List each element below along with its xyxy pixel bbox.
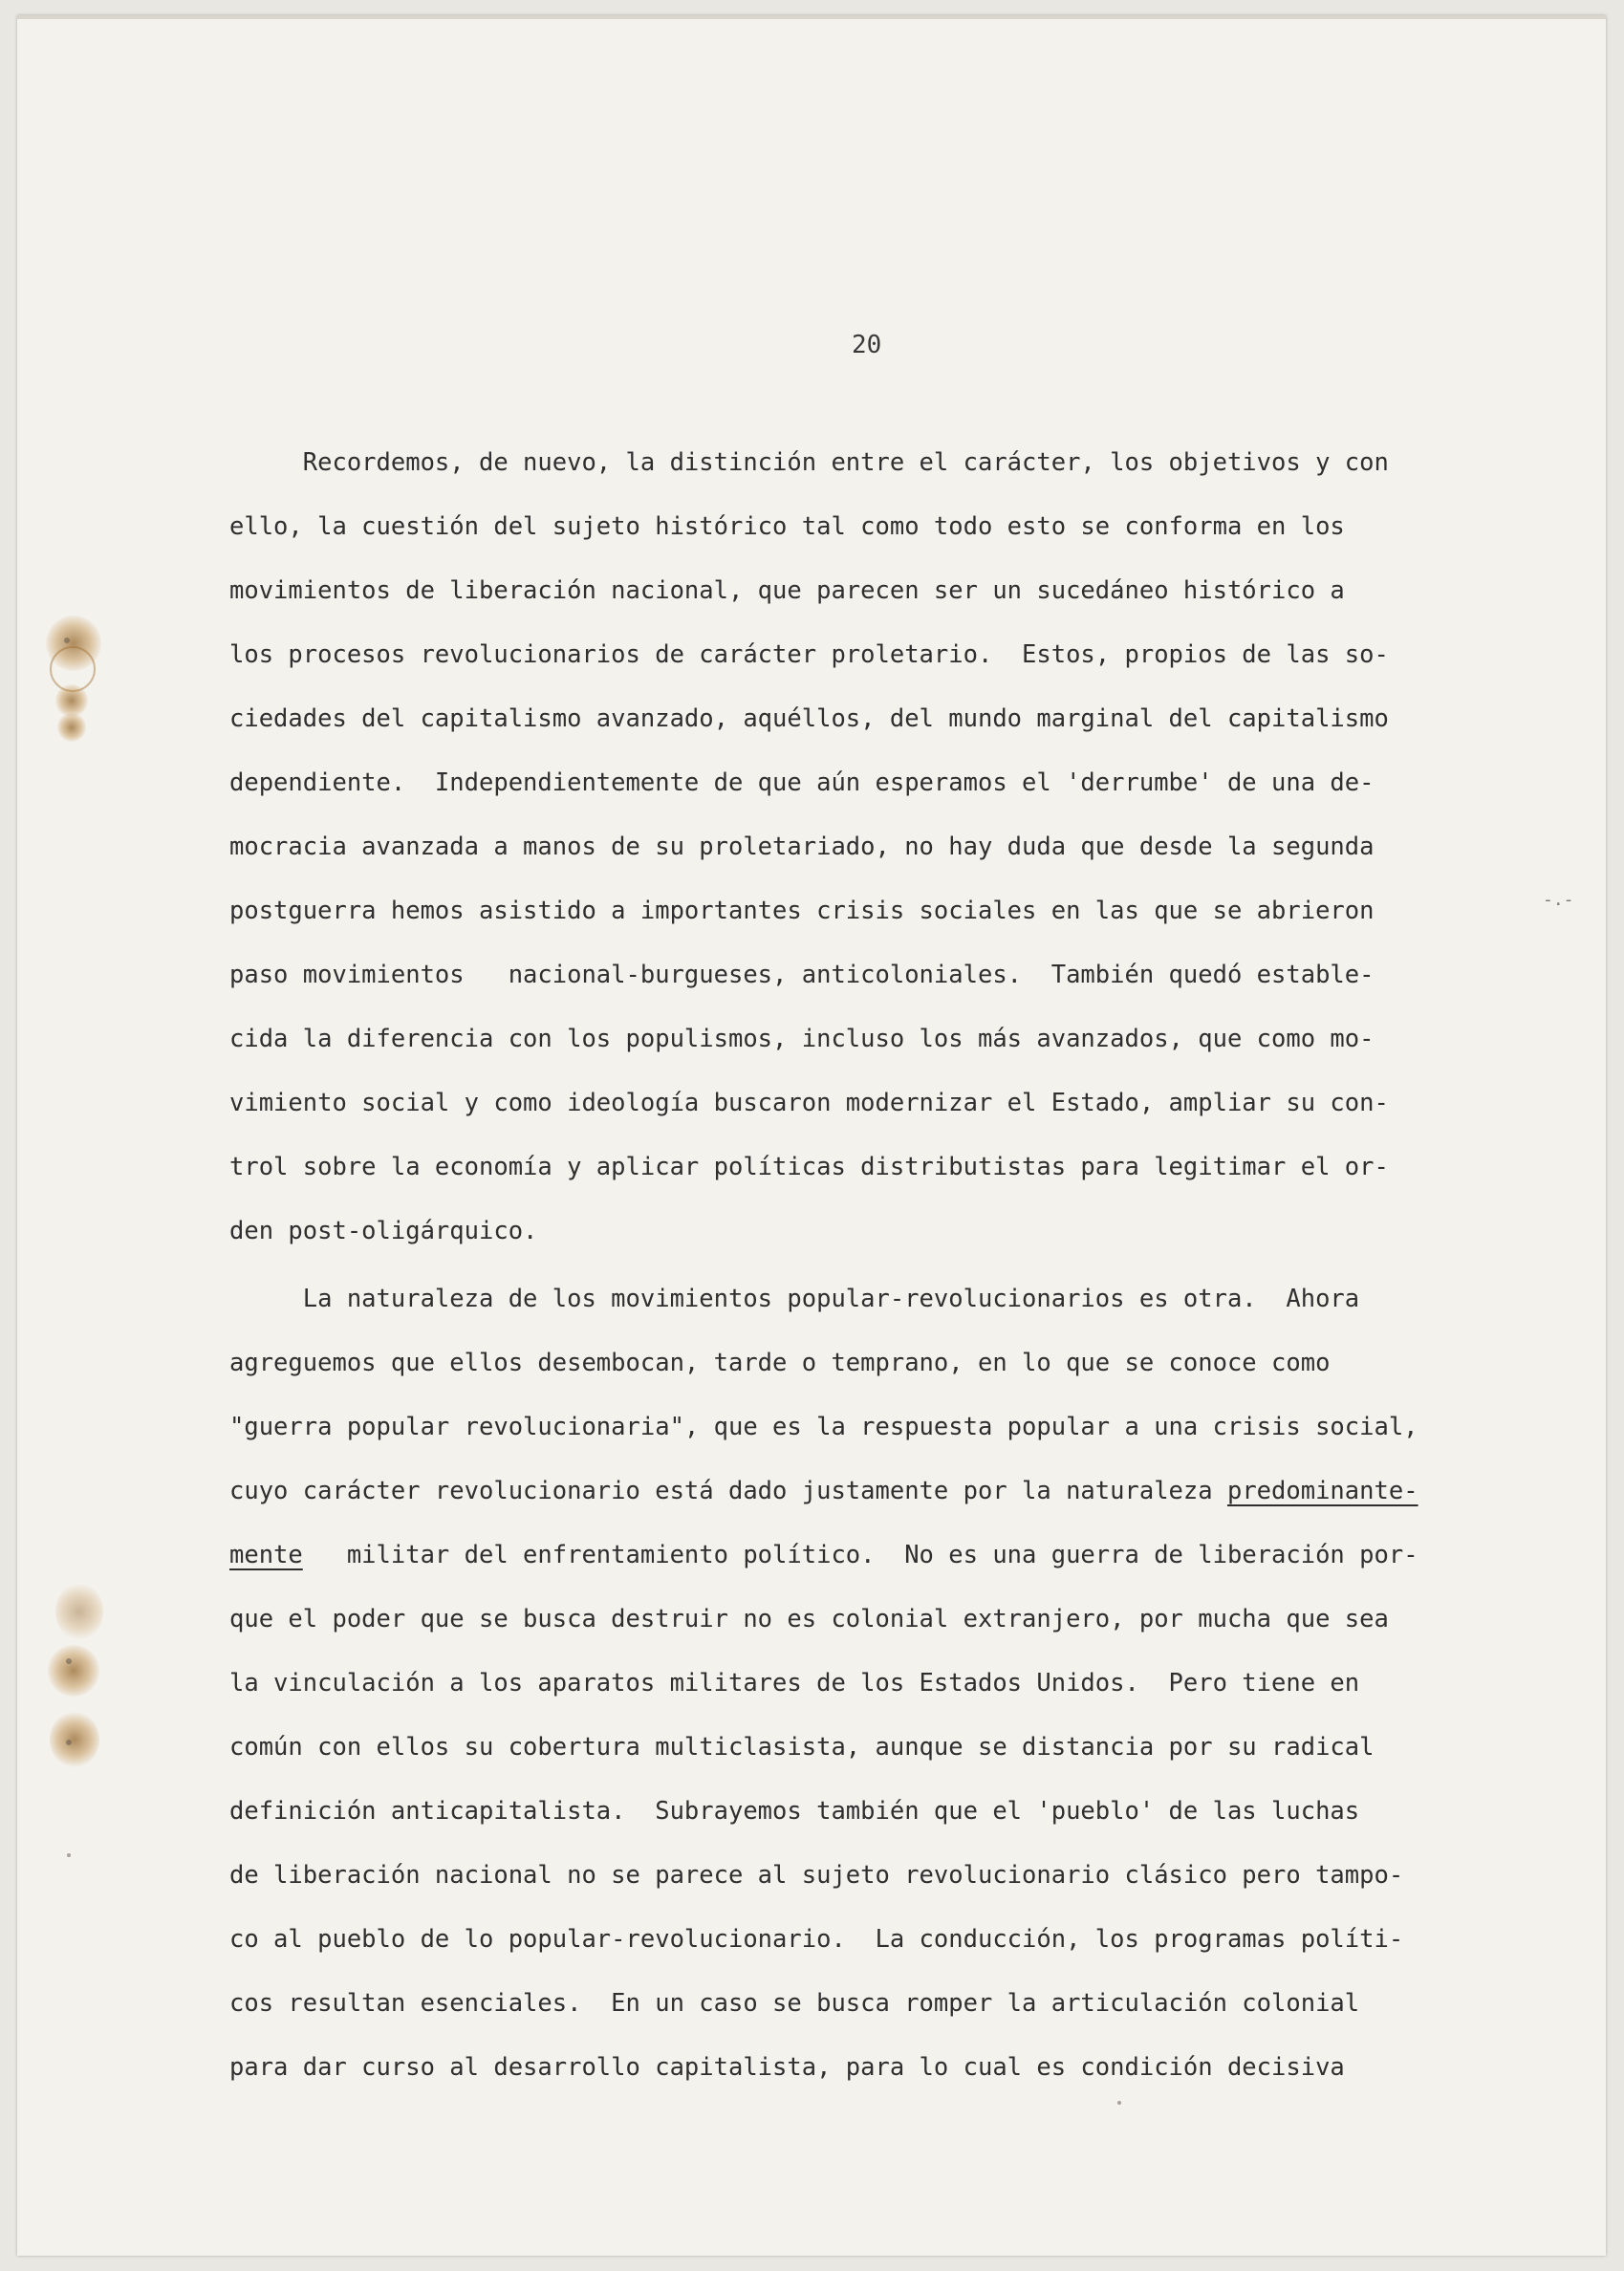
stain-mark <box>48 1645 99 1697</box>
text-line: dependiente. Independientemente de que aún esperamos el 'derrumbe' de una de- <box>229 768 1375 797</box>
stain-mark <box>50 1712 99 1767</box>
underlined-word: predominante- <box>1226 1477 1418 1505</box>
text-segment: militar del enfrentamiento político. No es una guerra de liberación por- <box>302 1541 1418 1569</box>
underlined-word: mente <box>229 1541 303 1569</box>
stain-mark <box>55 1583 103 1640</box>
text-line: den post-oligárquico. <box>229 1217 538 1245</box>
body-text <box>229 431 1558 2100</box>
text-line: paso movimientos nacional-burgueses, anticoloniales. También quedó estable- <box>229 961 1375 989</box>
text-line: común con ellos su cobertura multiclasista, aunque se distancia por su radical <box>229 1733 1375 1762</box>
text-line: la vinculación a los aparatos militares de los Estados Unidos. Pero tiene en <box>229 1669 1360 1698</box>
text-line: "guerra popular revolucionaria", que es la respuesta popular a una crisis social, <box>229 1413 1418 1441</box>
text-line: mocracia avanzada a manos de su proletariado, no hay duda que desde la segunda <box>229 833 1375 861</box>
text-line: La naturaleza de los movimientos popular-revolucionarios es otra. Ahora <box>229 1285 1360 1313</box>
text-line: movimientos de liberación nacional, que parecen ser un sucedáneo histórico a <box>229 576 1345 605</box>
document-page <box>17 15 1606 2256</box>
margin-mark: -.- <box>1543 890 1574 910</box>
text-line: Recordemos, de nuevo, la distinción entre el carácter, los objetivos y con <box>229 448 1389 477</box>
speck-mark <box>66 1658 72 1664</box>
stain-mark <box>57 713 86 742</box>
text-line: cos resultan esenciales. En un caso se busca romper la articulación colonial <box>229 1989 1360 2018</box>
text-line: que el poder que se busca destruir no es colonial extranjero, por mucha que sea <box>229 1605 1389 1633</box>
page-number: 20 <box>852 331 882 359</box>
speck-mark <box>66 1740 72 1745</box>
text-line: ello, la cuestión del sujeto histórico tal como todo esto se conforma en los <box>229 512 1345 541</box>
stain-mark <box>55 684 88 717</box>
text-line: co al pueblo de lo popular-revolucionario. La conducción, los programas políti- <box>229 1925 1404 1954</box>
speck-mark <box>64 638 70 643</box>
text-line: vimiento social y como ideología buscaron modernizar el Estado, ampliar su con- <box>229 1089 1389 1117</box>
text-line: ciedades del capitalismo avanzado, aquéllos, del mundo marginal del capitalismo <box>229 704 1389 733</box>
text-segment: cuyo carácter revolucionario está dado justamente por la naturaleza <box>229 1477 1227 1505</box>
text-line: los procesos revolucionarios de carácter proletario. Estos, propios de las so- <box>229 640 1389 669</box>
page-top-edge <box>17 15 1606 19</box>
text-line: trol sobre la economía y aplicar políticas distributistas para legitimar el or- <box>229 1153 1389 1181</box>
text-line: de liberación nacional no se parece al sujeto revolucionario clásico pero tampo- <box>229 1861 1404 1890</box>
speck-mark <box>1117 2101 1121 2105</box>
text-line: postguerra hemos asistido a importantes crisis sociales en las que se abrieron <box>229 897 1375 925</box>
text-line <box>229 1460 1558 1524</box>
text-line <box>229 1524 1558 1588</box>
text-line: agreguemos que ellos desembocan, tarde o temprano, en lo que se conoce como <box>229 1349 1331 1377</box>
text-line: para dar curso al desarrollo capitalista, para lo cual es condición decisiva <box>229 2053 1345 2082</box>
text-line: cida la diferencia con los populismos, incluso los más avanzados, que como mo- <box>229 1025 1375 1053</box>
speck-mark <box>67 1853 71 1857</box>
text-line: definición anticapitalista. Subrayemos también que el 'pueblo' de las luchas <box>229 1797 1360 1826</box>
